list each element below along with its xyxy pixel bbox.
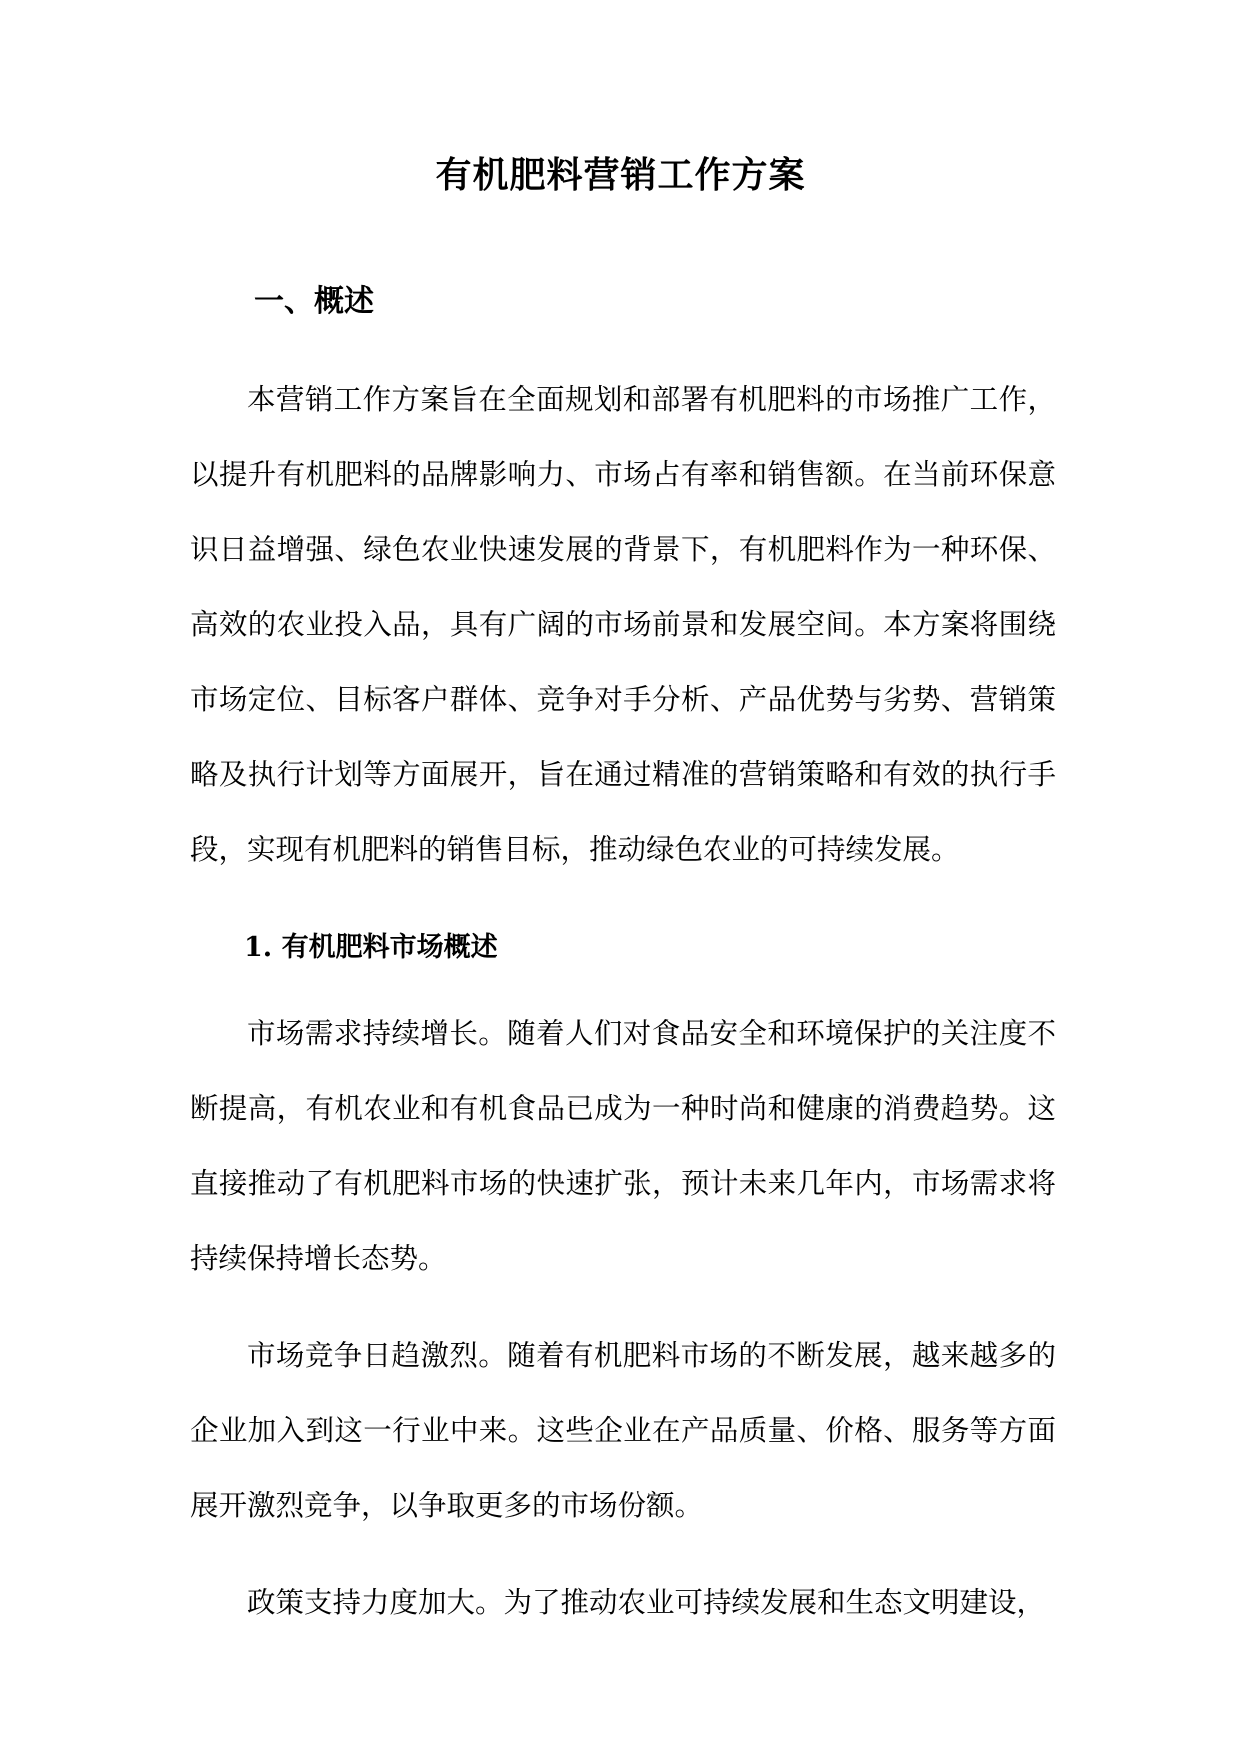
paragraph-market-demand: 市场需求持续增长。随着人们对食品安全和环境保护的关注度不断提高，有机农业和有机食品已成为一种时尚和健康的消费趋势。这直接推动了有机肥料市场的快速扩张，预计未来几年内，市场需求将持续保持增长态势。 <box>190 1017 1056 1275</box>
document-title: 有机肥料营销工作方案 <box>435 154 806 196</box>
overview-paragraph: 本营销工作方案旨在全面规划和部署有机肥料的市场推广工作，以提升有机肥料的品牌影响力、市场占有率和销售额。在当前环保意识日益增强、绿色农业快速发展的背景下，有机肥料作为一种环保、高效的农业投入品，具有广阔的市场前景和发展空间。本方案将围绕市场定位、目标客户群体、竞争对手分析、产品优势与劣势、营销策略及执行计划等方面展开，旨在通过精准的营销策略和有效的执行手段，实现有机肥料的销售目标，推动绿色农业的可持续发展。 <box>190 383 1056 866</box>
section-heading-overview: 一、概述 <box>254 284 374 319</box>
subsection-heading-market-overview: 1. 有机肥料市场概述 <box>244 932 498 963</box>
paragraph-policy-support: 政策支持力度加大。为了推动农业可持续发展和生态文明建设， <box>247 1586 1046 1619</box>
paragraph-market-competition: 市场竞争日趋激烈。随着有机肥料市场的不断发展，越来越多的企业加入到这一行业中来。这些企业在产品质量、价格、服务等方面展开激烈竞争，以争取更多的市场份额。 <box>190 1339 1056 1522</box>
